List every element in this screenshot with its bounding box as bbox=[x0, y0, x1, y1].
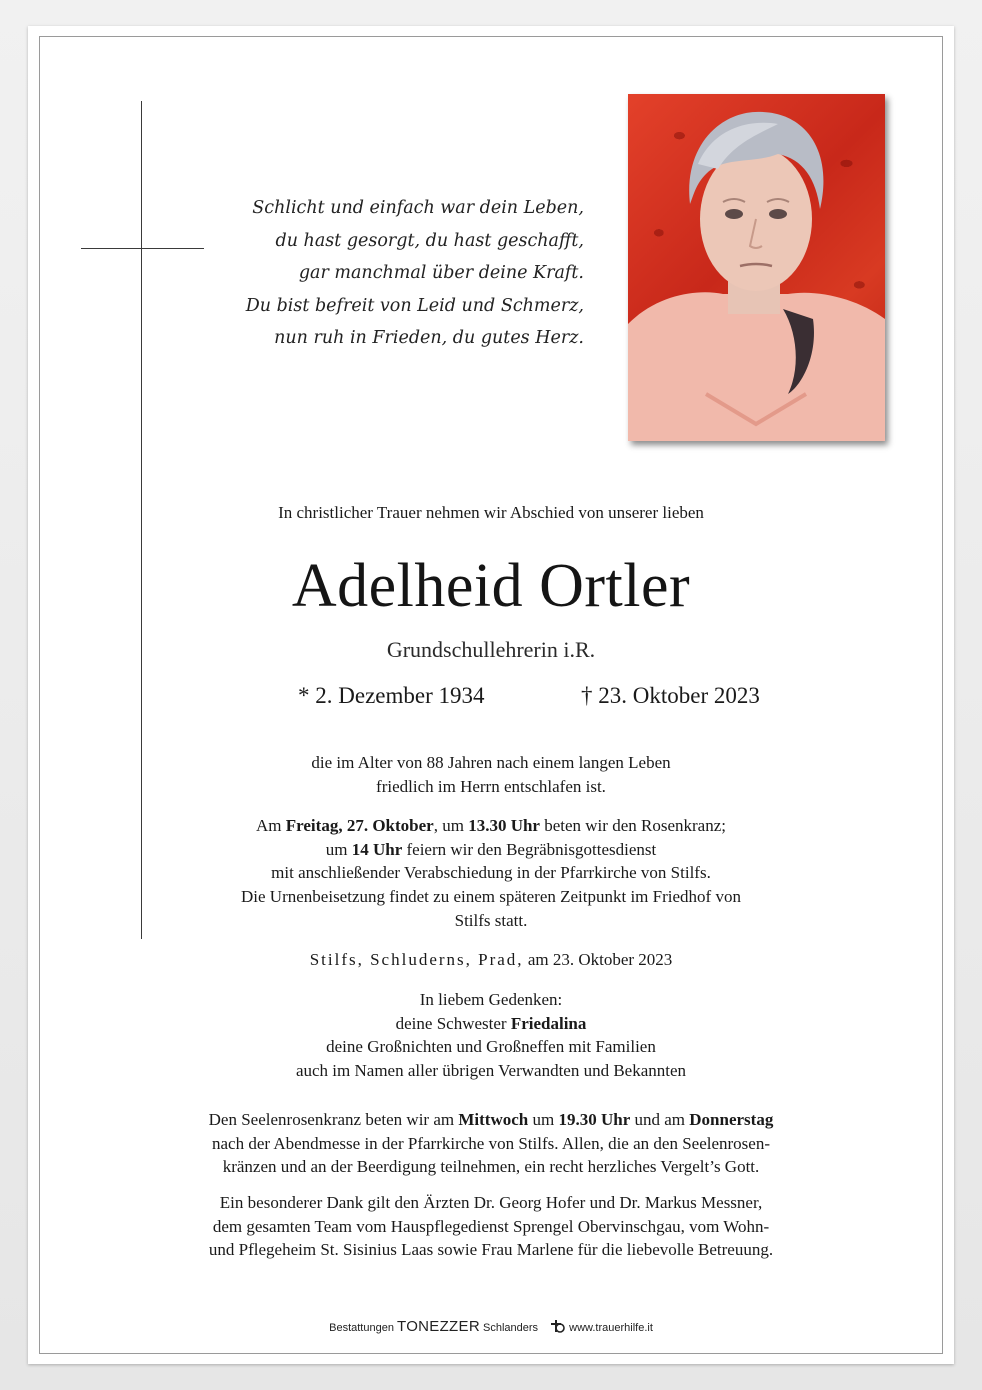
mourners-line-3: auch im Namen aller übrigen Verwandten und Bekannten bbox=[295, 1061, 687, 1081]
service-line-4: Die Urnenbeisetzung findet zu einem späteren Zeitpunkt im Friedhof von bbox=[241, 887, 741, 907]
footer-prefix: Bestattungen bbox=[329, 1322, 397, 1334]
places-towns: Stilfs, Schluderns, Prad, bbox=[309, 950, 524, 969]
rosary-line-2: nach der Abendmesse in der Pfarrkirche von Stilfs. Allen, die an den Seelenrosen- bbox=[211, 1133, 770, 1153]
rosary-info bbox=[28, 1108, 954, 1179]
obituary-card bbox=[28, 26, 954, 1364]
service-line-2: um 14 Uhr feiern wir den Begräbnisgottesdienst bbox=[325, 839, 657, 859]
footer-suffix: Schlanders bbox=[479, 1322, 539, 1334]
footer-brand: TONEZZER bbox=[397, 1318, 480, 1335]
trauerhilfe-logo-icon bbox=[549, 1319, 565, 1333]
service-line-1: Am Freitag, 27. Oktober, um 13.30 Uhr beten wir den Rosenkranz; bbox=[256, 816, 726, 835]
cross-icon-horizontal bbox=[81, 248, 204, 249]
rosary-line-3: kränzen und an der Beerdigung teilnehmen, ein recht herzliches Vergelt’s Gott. bbox=[222, 1157, 760, 1177]
poem bbox=[198, 192, 584, 355]
age-text bbox=[28, 751, 954, 798]
poem-line: nun ruh in Frieden, du gutes Herz. bbox=[274, 328, 584, 348]
mourners-heading: In liebem Gedenken: bbox=[419, 990, 563, 1009]
footer bbox=[28, 1318, 954, 1335]
mourners bbox=[28, 988, 954, 1083]
service-line-5: Stilfs statt. bbox=[454, 910, 528, 930]
footer-url[interactable]: www.trauerhilfe.it bbox=[569, 1322, 653, 1334]
deceased-name: Adelheid Ortler bbox=[291, 552, 691, 620]
mourners-line-1: deine Schwester Friedalina bbox=[395, 1013, 587, 1033]
service-info bbox=[28, 814, 954, 933]
thanks-line: dem gesamten Team vom Hauspflegedienst Sprengel Obervinschgau, vom Wohn- bbox=[212, 1216, 770, 1236]
places-date bbox=[28, 948, 954, 972]
announcement-date: am 23. Oktober 2023 bbox=[523, 950, 673, 969]
profession: Grundschullehrerin i.R. bbox=[386, 637, 596, 662]
thanks bbox=[28, 1191, 954, 1262]
death-date: † 23. Oktober 2023 bbox=[581, 683, 760, 708]
intro-text: In christlicher Trauer nehmen wir Abschied von unserer lieben bbox=[278, 503, 704, 522]
birth-date: * 2. Dezember 1934 bbox=[298, 683, 485, 708]
poem-line: Du bist befreit von Leid und Schmerz, bbox=[245, 295, 584, 316]
thanks-line: und Pflegeheim St. Sisinius Laas sowie Frau Marlene für die liebevolle Betreuung. bbox=[208, 1240, 774, 1260]
rosary-line-1: Den Seelenrosenkranz beten wir am Mittwoch um 19.30 Uhr und am Donnerstag bbox=[208, 1110, 774, 1129]
portrait-photo bbox=[628, 94, 885, 441]
poem-line: Schlicht und einfach war dein Leben, bbox=[252, 198, 584, 218]
age-line: die im Alter von 88 Jahren nach einem langen Leben bbox=[311, 753, 671, 772]
age-line: friedlich im Herrn entschlafen ist. bbox=[376, 776, 606, 796]
poem-line: gar manchmal über deine Kraft. bbox=[298, 263, 584, 283]
thanks-line: Ein besonderer Dank gilt den Ärzten Dr. Georg Hofer und Dr. Markus Messner, bbox=[219, 1193, 763, 1212]
poem-line: du hast gesorgt, du hast geschafft, bbox=[275, 230, 584, 251]
service-line-3: mit anschließender Verabschiedung in der Pfarrkirche von Stilfs. bbox=[271, 863, 711, 883]
mourners-line-2: deine Großnichten und Großneffen mit Familien bbox=[326, 1037, 656, 1057]
